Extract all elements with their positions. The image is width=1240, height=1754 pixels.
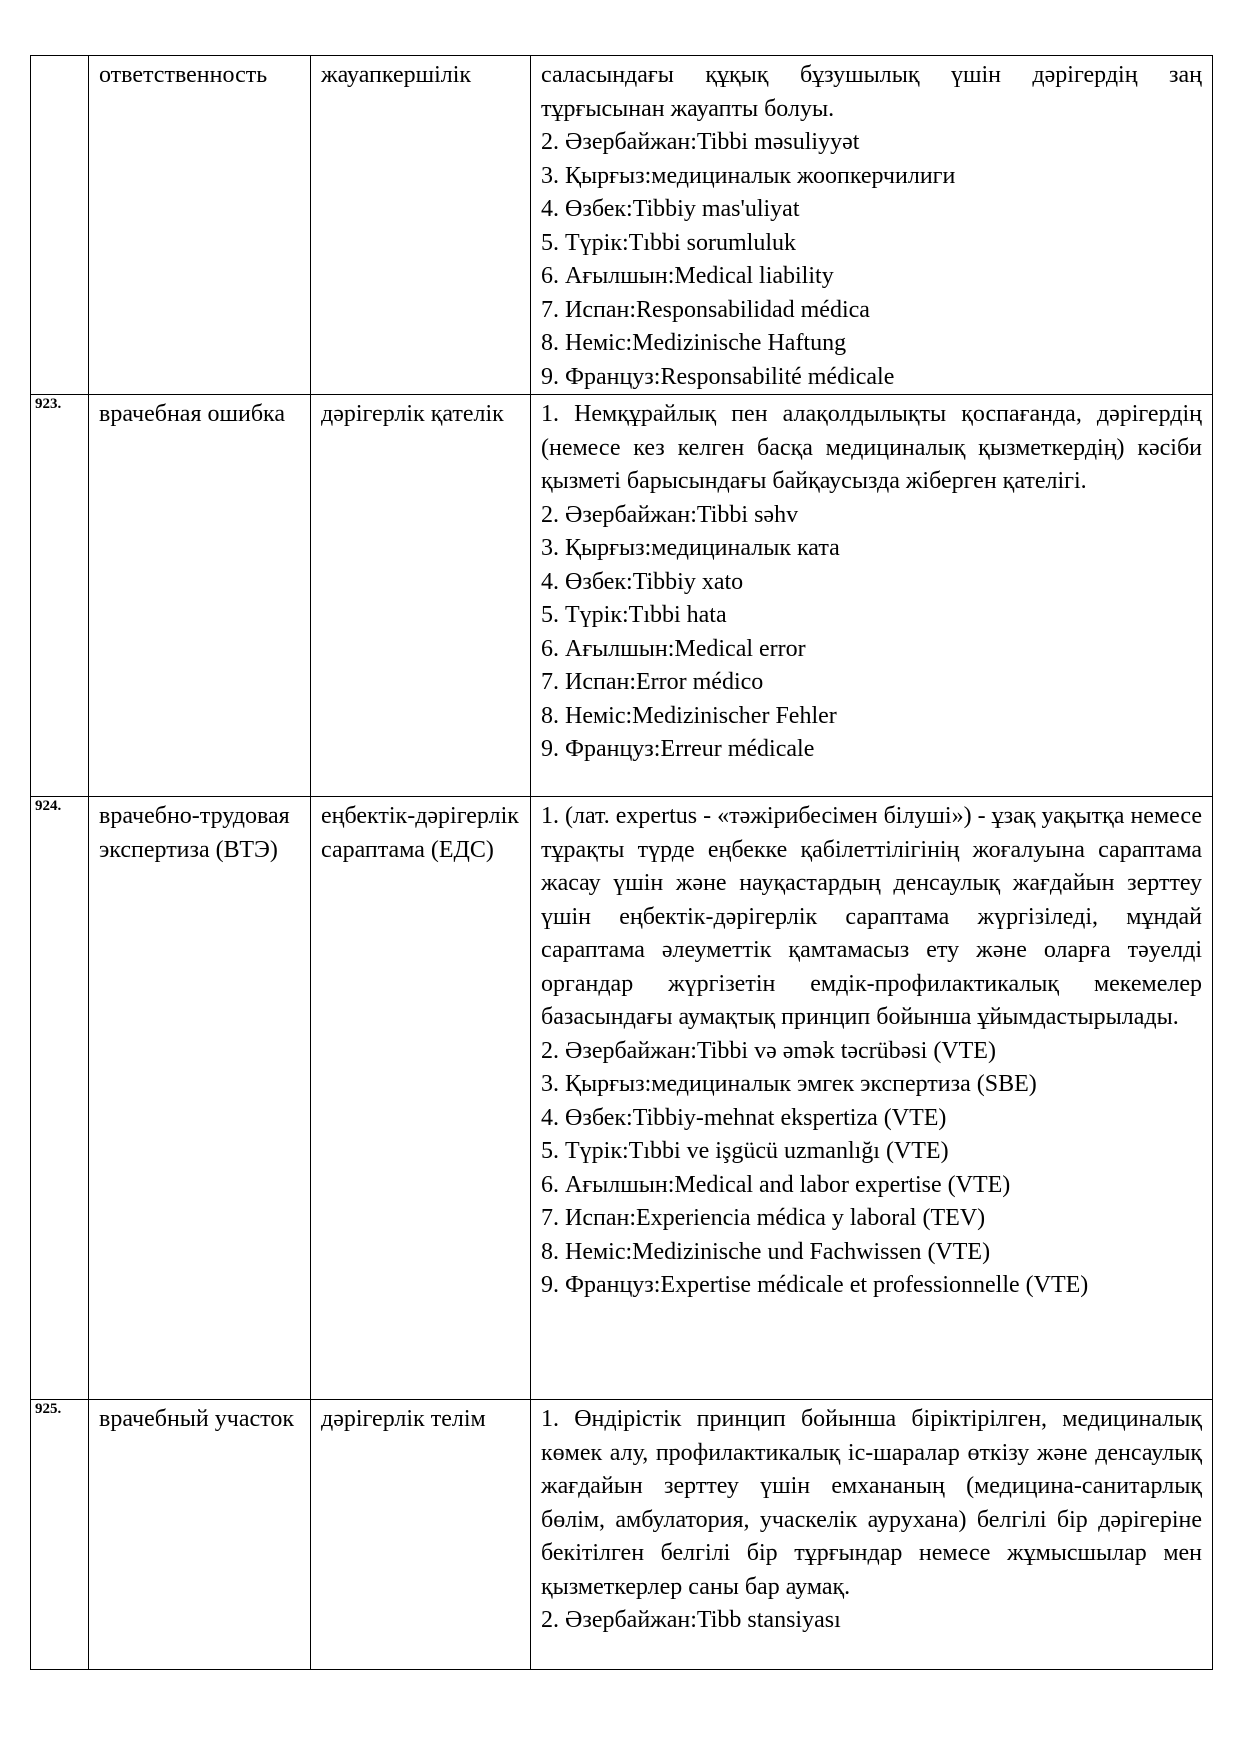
definition-cell [531, 797, 1213, 1400]
entry-number: 924. [31, 797, 89, 1400]
entry-number: 923. [31, 395, 89, 797]
translation-line: 8. Неміс:Medizinischer Fehler [541, 702, 837, 729]
russian-term: ответственность [89, 56, 311, 395]
translation-line: 8. Неміс:Medizinische Haftung [541, 330, 847, 356]
definition-cell [531, 1400, 1213, 1670]
translation-line: 3. Қырғыз:медициналык эмгек экспертиза (SBE) [541, 1071, 1037, 1097]
definition-text: 1. Өндірістік принцип бойынша біріктірілген, медициналық көмек алу, профилактикалық іс-шаралар өткізу және денсаулық жағдайын зерттеу үшін емхананың (медицина-санитарлық бөлім, амбулатория, учаскелік аурухана) белгілі бір дәрігеріне бекітілген белгілі бір тұрғындар немесе жұмысшылар мен қызметкерлер саны бар аумақ. [541, 1406, 1202, 1600]
russian-term: врачебная ошибка [89, 395, 311, 797]
translation-line: 4. Өзбек:Tibbiy xato [541, 568, 744, 595]
definition-cell [531, 395, 1213, 797]
kazakh-term: дәрігерлік қателік [311, 395, 531, 797]
translation-line: 3. Қырғыз:медициналык жоопкерчилиги [541, 162, 956, 189]
translation-line: 8. Неміс:Medizinische und Fachwissen (VTE) [541, 1238, 991, 1265]
translation-line: 9. Француз:Expertise médicale et professionnelle (VTE) [541, 1272, 1089, 1298]
definition-cell [531, 56, 1213, 395]
definition-text: 1. Немқұрайлық пен алақолдылықты қоспағанда, дәрігердің (немесе кез келген басқа медициналық қызметкердің) кәсіби қызметі барысындағы байқаусызда жіберген қателігі. [541, 401, 1202, 494]
translation-line: 9. Француз:Erreur médicale [541, 736, 815, 762]
translation-line: 2. Әзербайжан:Tibbi məsuliyyət [541, 129, 860, 155]
translation-line: 2. Әзербайжан:Tibbi və əmək təcrübəsi (VTE) [541, 1037, 996, 1064]
translation-line: 4. Өзбек:Tibbiy mas'uliyat [541, 196, 800, 222]
kazakh-term: еңбектік-дәрігерлік сараптама (ЕДС) [311, 797, 531, 1400]
kazakh-term: жауапкершілік [311, 56, 531, 395]
translation-line: 6. Ағылшын:Medical liability [541, 263, 834, 289]
definition-text: саласындағы құқық бұзушылық үшін дәрігердің заң тұрғысынан жауапты болуы. [541, 62, 1202, 122]
entry-number [31, 56, 89, 395]
table-row [31, 56, 1213, 395]
entry-number: 925. [31, 1400, 89, 1670]
translation-line: 2. Әзербайжан:Tibbi səhv [541, 501, 799, 528]
kazakh-term: дәрігерлік телім [311, 1400, 531, 1670]
table-row [31, 1400, 1213, 1670]
translation-line: 9. Француз:Responsabilité médicale [541, 363, 895, 390]
translation-line: 6. Ағылшын:Medical error [541, 635, 806, 662]
translation-line: 3. Қырғыз:медициналык ката [541, 535, 840, 561]
translation-line: 5. Түрік:Tıbbi ve işgücü uzmanlığı (VTE) [541, 1138, 949, 1164]
translation-line: 7. Испан:Error médico [541, 669, 764, 695]
translation-line: 6. Ағылшын:Medical and labor expertise (VTE) [541, 1171, 1011, 1198]
translation-line: 7. Испан:Responsabilidad médica [541, 296, 870, 323]
translation-line: 7. Испан:Experiencia médica y laboral (TEV) [541, 1205, 986, 1231]
translation-line: 5. Түрік:Tıbbi hata [541, 602, 727, 628]
definition-text: 1. (лат. expertus - «тәжірибесімен білуші») - ұзақ уақытқа немесе тұрақты түрде еңбекке қабілеттілігінің жоғалуына сараптама жасау үшін және науқастардың денсаулық жағдайын зерттеу үшін еңбектік-дәрігерлік сараптама жүргізіледі, мұндай сараптама әлеуметтік қамтамасыз ету және оларға тәуелді органдар жүргізетін емдік-профилактикалық мекемелер базасындағы аумақтық принцип бойынша ұйымдастырылады. [541, 803, 1202, 1030]
table-row [31, 797, 1213, 1400]
glossary-table [30, 55, 1213, 1670]
translation-line: 5. Түрік:Tıbbi sorumluluk [541, 229, 796, 256]
russian-term: врачебно-трудовая экспертиза (ВТЭ) [89, 797, 311, 1400]
russian-term: врачебный участок [89, 1400, 311, 1670]
table-row [31, 395, 1213, 797]
translation-line: 4. Өзбек:Tibbiy-mehnat ekspertiza (VTE) [541, 1104, 947, 1131]
translation-line: 2. Әзербайжан:Tibb stansiyası [541, 1607, 841, 1633]
